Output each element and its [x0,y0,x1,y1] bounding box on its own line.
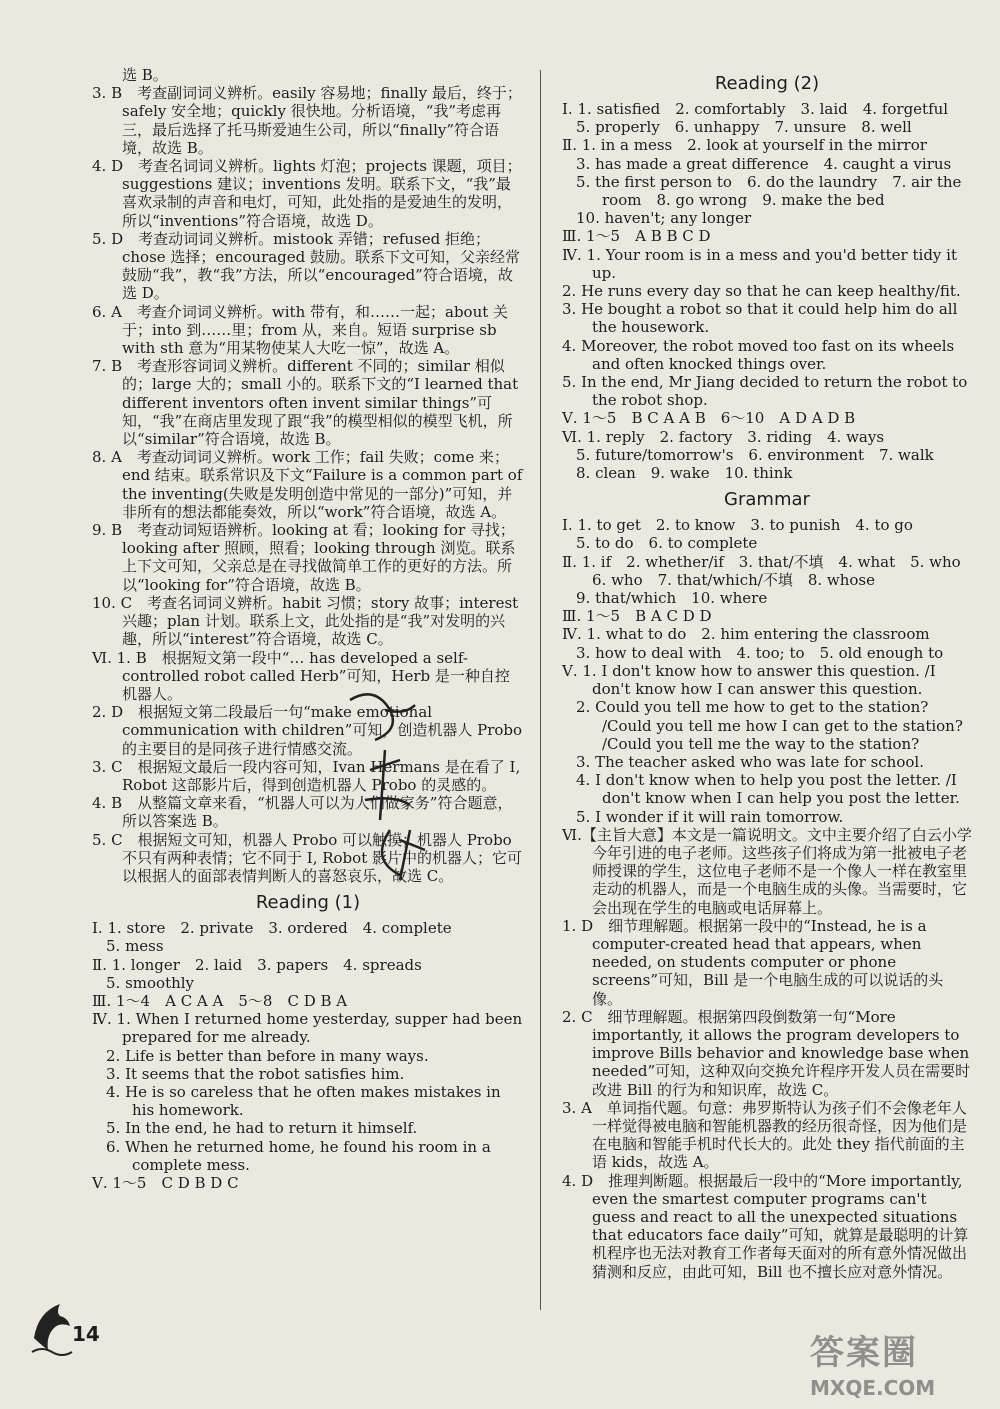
answer-line: Ⅳ. 1. what to do 2. him entering the classroom [562,625,930,644]
answer-line: Ⅰ. 1. store 2. private 3. ordered 4. complete [92,919,452,938]
watermark-title: 答案圈 [810,1333,918,1373]
answer-line: Ⅳ. 1. Your room is in a mess and you'd better tidy it up. [562,245,962,282]
answer-line: Ⅴ. 1～5 C D B D C [92,1173,239,1192]
watermark-url: MXQE.COM [810,1376,936,1400]
answer-line: 7. B 考查形容词词义辨析。different 不同的；similar 相似的；large 大的；small 小的。联系下文的“I learned that different inventors often invent similar things”可知，“我”在商店里发现了跟“我”的模型相似的模型飞机，所以“similar”符合语境，故选 B。 [92,357,523,449]
answer-line: Ⅲ. 1～4 A C A A 5～8 C D B A [92,991,348,1010]
answer-line: 3. The teacher asked who was late for school. [576,752,924,771]
answer-line: 4. He is so careless that he often makes mistakes in his homework. [106,1082,506,1120]
section-heading: Grammar [724,489,810,511]
answer-line: 6. A 考查介词词义辨析。with 带有，和……一起；about 关于；into 到……里；from 从，来自。短语 surprise sb with sth 意为“用某物使某人大吃一惊”，故选 A。 [92,302,509,358]
section-heading: Reading (1) [255,892,361,914]
answer-line: 3. A 单词指代题。句意：弗罗斯特认为孩子们不会像老年人一样觉得被电脑和智能机器教的经历很奇怪，因为他们是在电脑和智能手机时代长大的。此处 they 指代前面的主语 kids，故选 A。 [562,1098,968,1172]
handwritten-mark-icon [330,680,450,900]
answer-line: 2. D 根据短文第二段最后一句“make emotional communication with children”可知，创造机器人 Probo 的主要目的是同孩子进行情感交流。 [92,703,527,758]
answer-line: 3. has made a great difference 4. caught a virus [576,154,952,173]
answer-line: 5. to do 6. to complete [576,534,758,553]
dolphin-logo-icon [28,1298,74,1360]
answer-line: 5. C 根据短文可知，机器人 Probo 可以触摸；机器人 Probo 不只有两种表情；它不同于 I, Robot 影片中的机器人；它可以根据人的面部表情判断人的喜怒哀乐，故选 C。 [92,830,522,885]
answer-line: 3. how to deal with 4. too; to 5. old enough to [576,643,944,662]
answer-line: 4. D 推理判断题。根据最后一段中的“More importantly, even the smartest computer programs can't guess and react to all the unexpected situations that educators face daily”可知，就算是最聪明的计算机程序也无法对教育工作者每天面对的所有意外情况做出猜测和反应，由此可知，Bill 也不擅长应对意外情况。 [562,1171,969,1281]
answer-line: 9. that/which 10. where [576,589,768,608]
answer-line: 4. I don't know when to help you post the letter. /I don't know when I can help you post the letter. [576,771,962,808]
site-watermark [810,1325,990,1405]
answer-line: Ⅵ.【主旨大意】本文是一篇说明文。文中主要介绍了白云小学今年引进的电子老师。这些孩子们将成为第一批被电子老师授课的学生，这位电子老师不是一个像人一样在教室里走动的机器人，而是一个电脑生成的头像。当需要时，它会出现在学生的电脑或电话屏幕上。 [562,825,972,917]
right-column [562,66,976,1281]
answer-line: Ⅵ. 1. reply 2. factory 3. riding 4. ways [562,427,885,446]
answer-line: 3. He bought a robot so that it could help him do all the housework. [562,300,963,337]
answer-line: 5. In the end, Mr Jiang decided to return the robot to the robot shop. [562,373,973,410]
answer-line: Ⅳ. 1. When I returned home yesterday, supper had been prepared for me already. [92,1010,527,1047]
page-number: 14 [72,1322,100,1346]
answer-line: 选 B。 [122,66,168,84]
answer-line: 5. mess [106,937,164,956]
answer-line: 5. smoothly [106,973,195,992]
answer-line: 5. future/tomorrow's 6. environment 7. walk [576,445,934,464]
answer-line: 2. Could you tell me how to get to the station? /Could you tell me how I can get to the station? /Could you tell me the way to the station? [576,698,968,753]
answer-line: 9. B 考查动词短语辨析。looking at 看；looking for 寻找；looking after 照顾，照看；looking through 浏览。联系上下文可知，父亲总是在寻找做简单工作的更好的方法。所以“looking for”符合语境，故选 B。 [92,521,516,594]
answer-line: 4. B 从整篇文章来看，“机器人可以为人们做家务”符合题意，所以答案选 B。 [92,794,513,831]
answer-line: Ⅱ. 1. in a mess 2. look at yourself in the mirror [562,136,927,155]
answer-line: 8. A 考查动词词义辨析。work 工作；fail 失败；come 来；end 结束。联系常识及下文“Failure is a common part of the inventing(失败是发明创造中常见的一部分)”可知，并非所有的想法都能奏效，所以“work”符合语境，故选 A。 [92,448,528,521]
answer-line: Ⅰ. 1. to get 2. to know 3. to punish 4. to go [562,516,913,535]
section-heading: Reading (2) [714,73,820,94]
answer-line: 4. D 考查名词词义辨析。lights 灯泡；projects 课题，项目；suggestions 建议；inventions 发明。联系下文，“我”最喜欢录制的声音和电灯，可知，此处指的是爱迪生的发明，所以“inventions”符合语境，故选 D。 [92,157,522,230]
answer-line: 5. the first person to 6. do the laundry 7. air the room 8. go wrong 9. make the bed [576,172,967,210]
answer-line: 5. In the end, he had to return it himself. [106,1119,418,1138]
answer-line: 2. Life is better than before in many ways. [106,1046,429,1065]
answer-line: 3. C 根据短文最后一段内容可知，Ivan Hermans 是在看了 I, Robot 这部影片后，得到创造机器人 Probo 的灵感的。 [92,757,525,794]
left-column [92,66,528,1192]
answer-line: Ⅱ. 1. longer 2. laid 3. papers 4. spreads [92,955,422,974]
answer-line: 5. properly 6. unhappy 7. unsure 8. well [576,118,912,137]
answer-line: 1. D 细节理解题。根据第一段中的“Instead, he is a computer-created head that appears, when needed, on students computer or phone screens”可知，Bill 是一个电脑生成的可以说话的头像。 [562,916,944,1008]
answer-line: Ⅱ. 1. if 2. whether/if 3. that/不填 4. what 5. who 6. who 7. that/which/不填 8. whose [562,552,976,589]
answer-line: Ⅰ. 1. satisfied 2. comfortably 3. laid 4. forgetful [562,100,949,118]
answer-line: 6. When he returned home, he found his room in a complete mess. [106,1137,496,1174]
answer-line: 8. clean 9. wake 10. think [576,464,793,483]
answer-line: 3. It seems that the robot satisfies him. [106,1064,405,1083]
answer-line: 5. I wonder if it will rain tomorrow. [576,807,844,826]
column-divider [540,70,541,1310]
answer-line: 4. Moreover, the robot moved too fast on its wheels and often knocked things over. [562,336,960,373]
answer-line: Ⅲ. 1～5 B A C D D [562,607,712,626]
answer-line: 2. He runs every day so that he can keep healthy/fit. [562,282,961,301]
answer-line: Ⅲ. 1～5 A B B C D [562,227,711,246]
answer-line: Ⅴ. 1～5 B C A A B 6～10 A D A D B [562,409,856,428]
answer-line: 5. D 考查动词词义辨析。mistook 弄错；refused 拒绝；chose 选择；encouraged 鼓励。联系下文可知，父亲经常鼓励“我”，教“我”方法，所以“encouraged”符合语境，故选 D。 [92,229,521,303]
answer-line: 3. B 考查副词词义辨析。easily 容易地；finally 最后，终于；safely 安全地；quickly 很快地。分析语境，“我”考虑再三，最后选择了托马斯爱迪生公司，所以“finally”符合语境，故选 B。 [92,84,522,157]
answer-line: 10. haven't; any longer [576,209,752,228]
answer-line: Ⅵ. 1. B 根据短文第一段中“… has developed a self-controlled robot called Herb”可知，Herb 是一种自控机器人。 [92,648,510,703]
answer-line: 10. C 考查名词词义辨析。habit 习惯；story 故事；interest 兴趣；plan 计划。联系上文，此处指的是“我”对发明的兴趣，所以“interest”符合语境，故选 C。 [92,593,523,649]
answer-line: 2. C 细节理解题。根据第四段倒数第一句“More importantly, it allows the program developers to improve Bills behavior and knowledge base when needed”可知，这种双向交换允许程序开发人员在需要时改进 Bill 的行为和知识库，故选 C。 [562,1007,974,1099]
answer-line: Ⅴ. 1. I don't know how to answer this question. /I don't know how I can answer this question. [562,661,941,699]
